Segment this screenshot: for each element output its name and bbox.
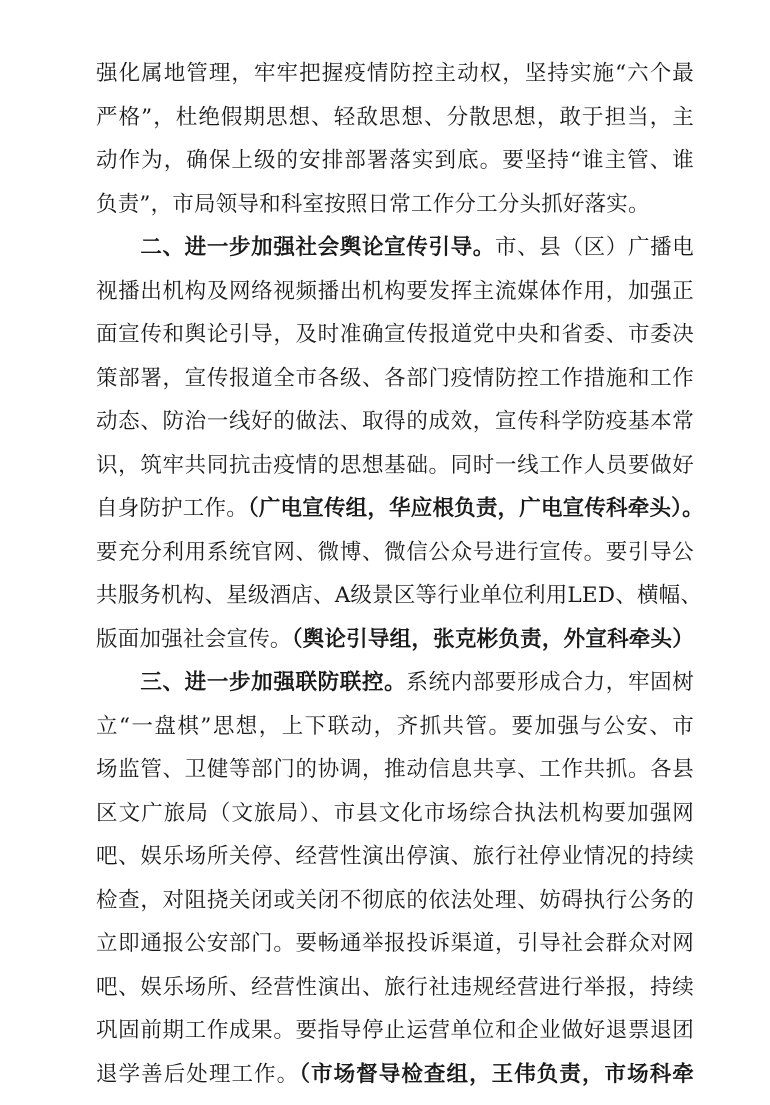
section-2-first-line — [96, 226, 694, 270]
text-line: 吧、娱乐场所、经营性演出、旅行社违规经营进行举报，持续 — [96, 974, 694, 1000]
text-line: 立“一盘棋”思想，上下联动，齐抓共管。要加强与公安、市 — [96, 713, 694, 739]
text-run: 系统内部要形成合力，牢固树 — [406, 670, 694, 695]
text-line-with-responsibility — [96, 487, 704, 531]
text-line: 策部署，宣传报道全市各级、各部门疫情防控工作措施和工作 — [96, 365, 694, 391]
paragraph-1 — [96, 52, 694, 226]
text-line: 区文广旅局（文旅局）、市县文化市场综合执法机构要加强网 — [96, 800, 694, 826]
section-3-first-line — [96, 661, 694, 705]
text-line: 检查，对阻挠关闭或关闭不彻底的依法处理、妨碍执行公务的 — [96, 887, 694, 913]
text-run: 市、县（区）广播电 — [494, 235, 694, 260]
text-line: 要充分利用系统官网、微博、微信公众号进行宣传。要引导公 — [96, 539, 694, 565]
text-line: 动态、防治一线好的做法、取得的成效，宣传科学防疫基本常 — [96, 409, 694, 434]
text-line: 负责”，市局领导和科室按照日常工作分工分头抓好落实。 — [96, 191, 650, 217]
section-2 — [96, 226, 704, 661]
text-line: 面宣传和舆论引导，及时准确宣传报道党中央和省委、市委决 — [96, 322, 694, 347]
responsibility-note: （广电宣传组，华应根负责，广电宣传科牵头）。 — [247, 496, 704, 521]
responsibility-note: （舆论引导组，张克彬负责，外宣科牵头） — [291, 626, 694, 652]
text-line-with-responsibility — [96, 1053, 694, 1097]
section-3-heading: 三、进一步加强联防联控。 — [96, 670, 407, 695]
text-run: 自身防护工作。 — [96, 496, 248, 521]
text-line: 动作为，确保上级的安排部署落实到底。要坚持“谁主管、谁 — [96, 148, 694, 173]
text-line: 识，筑牢共同抗击疫情的思想基础。同时一线工作人员要做好 — [96, 452, 694, 478]
section-2-heading: 二、进一步加强社会舆论宣传引导。 — [96, 235, 495, 260]
responsibility-note: （市场督导检查组，王伟负责，市场科牵 — [299, 1061, 694, 1087]
text-line: 吧、娱乐场所关停、经营性演出停演、旅行社停业情况的持续 — [96, 844, 694, 869]
section-3 — [96, 661, 694, 1096]
text-run: 退学善后处理工作。 — [96, 1061, 300, 1087]
text-line: 立即通报公安部门。要畅通举报投诉渠道，引导社会群众对网 — [96, 931, 694, 956]
text-line: 严格”，杜绝假期思想、轻敌思想、分散思想，敢于担当，主 — [96, 104, 694, 130]
text-run: 版面加强社会宣传。 — [96, 626, 292, 652]
text-line-with-responsibility — [96, 618, 694, 662]
document-page — [96, 52, 704, 1096]
text-line: 场监管、卫健等部门的协调，推动信息共享、工作共抓。各县 — [96, 757, 694, 782]
text-line: 强化属地管理，牢牢把握疫情防控主动权，坚持实施“六个最 — [96, 61, 694, 86]
text-line: 共服务机构、星级酒店、A级景区等行业单位利用LED、横幅、 — [96, 583, 703, 608]
text-line: 巩固前期工作成果。要指导停止运营单位和企业做好退票退团 — [96, 1018, 694, 1043]
text-line: 视播出机构及网络视频播出机构要发挥主流媒体作用，加强正 — [96, 278, 694, 304]
